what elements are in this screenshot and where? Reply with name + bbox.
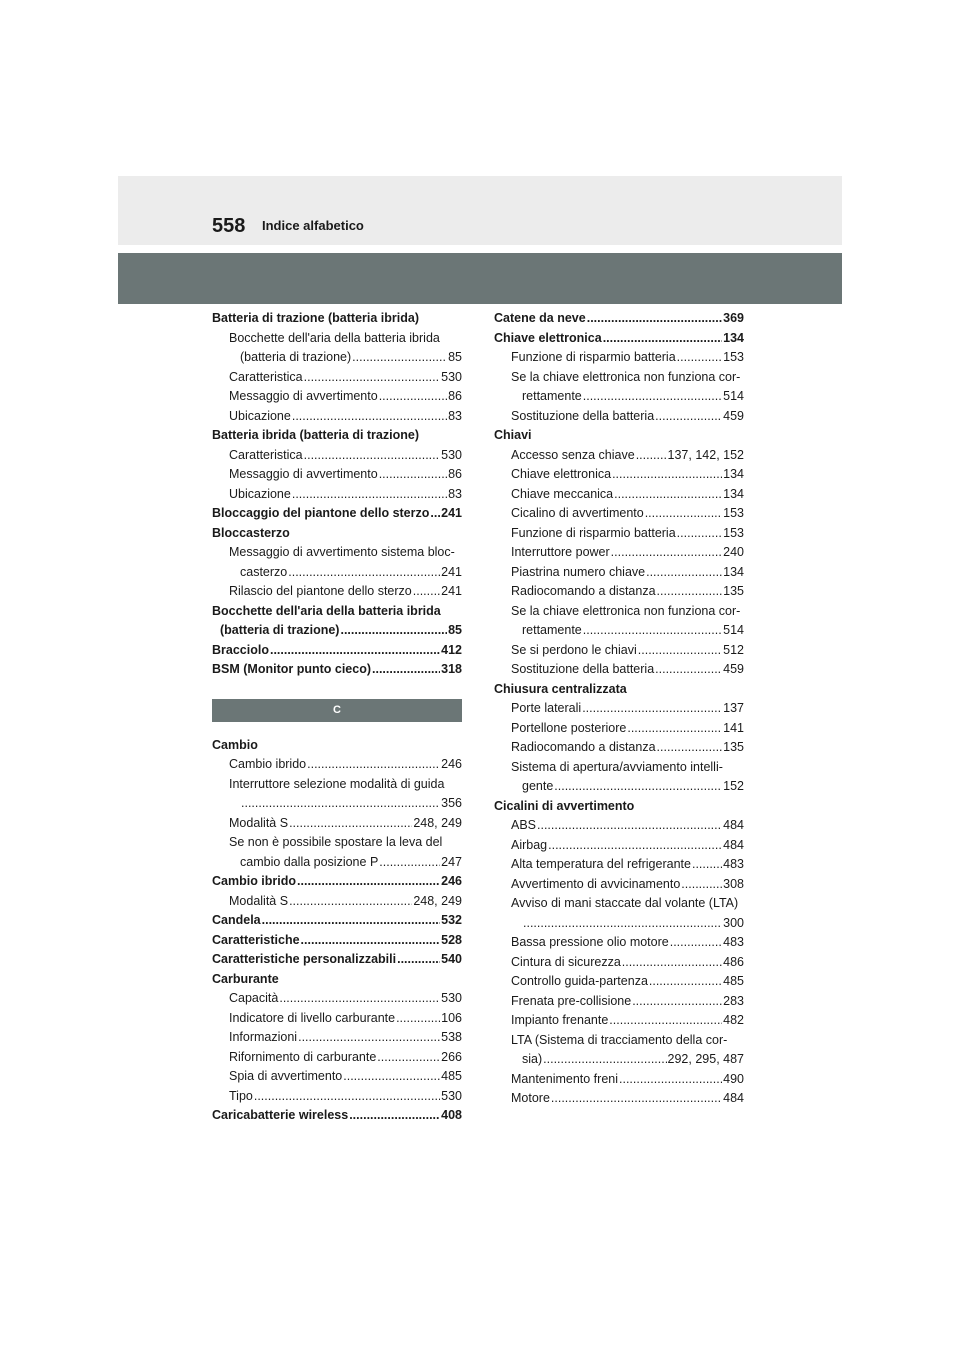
page-ref: 530 [441, 1088, 462, 1103]
index-subentry: Sostituzione della batteria ..... 459 [494, 407, 744, 427]
index-entry: Catene da neve ..... 369 [494, 309, 744, 329]
page-ref: 514 [723, 389, 744, 403]
page-ref: 356 [441, 796, 462, 810]
page-ref: 153 [723, 350, 744, 364]
index-column-left [212, 309, 462, 1126]
index-subentry: Cicalino di avvertimento ..... 153 [494, 504, 744, 524]
page-ref: 241 [441, 506, 462, 520]
page-ref: 86 [448, 389, 462, 403]
index-subentry: Funzione di risparmio batteria ..... 153 [494, 348, 744, 368]
index-subentry: casterzo ..... 241 [212, 563, 462, 583]
index-subentry: Porte laterali ..... 137 [494, 699, 744, 719]
page-ref: 85 [448, 623, 462, 637]
page-ref: 300 [723, 915, 744, 930]
index-subentry: Messaggio di avvertimento ..... 86 [212, 387, 462, 407]
index-subentry: LTA (Sistema di tracciamento della cor- [511, 1032, 728, 1047]
index-subentry: Frenata pre-collisione ..... 283 [494, 992, 744, 1012]
page-ref: 530 [441, 991, 462, 1005]
page-ref: 369 [723, 311, 744, 325]
index-entry: Chiave elettronica ..... 134 [494, 329, 744, 349]
page-ref: 484 [723, 1091, 744, 1105]
index-entry: Bloccaggio del piantone dello sterzo ..... 241 [212, 504, 462, 524]
index-subentry: Chiave meccanica ..... 134 [494, 485, 744, 505]
index-entry: Cambio ibrido ..... 246 [212, 872, 462, 892]
index-subentry: Funzione di risparmio batteria ..... 153 [494, 524, 744, 544]
index-subentry: Se la chiave elettronica non funziona cor- [511, 369, 741, 384]
page-ref: 490 [723, 1071, 744, 1086]
index-heading: Chiavi [494, 428, 532, 442]
page-ref: 246 [441, 874, 462, 888]
index-entry: Caratteristiche personalizzabili ..... 540 [212, 950, 462, 970]
page-ref: 135 [723, 584, 744, 598]
page-ref: 512 [723, 642, 744, 657]
index-subentry: Se non è possibile spostare la leva del [229, 835, 443, 849]
index-heading: Bocchette dell'aria della batteria ibrida [212, 603, 441, 618]
page-ref: 483 [723, 935, 744, 949]
page-ref: 241 [441, 584, 462, 598]
index-subentry: rettamente ..... 514 [494, 621, 744, 641]
index-subentry: Ubicazione ..... 83 [212, 485, 462, 505]
page-ref: 241 [441, 564, 462, 579]
header-section-band [118, 253, 842, 304]
page-ref: 540 [441, 952, 462, 966]
index-subentry: Messaggio di avvertimento sistema bloc- [229, 545, 455, 559]
page-ref: 135 [723, 740, 744, 754]
page-ref: 459 [723, 662, 744, 676]
page-ref: 240 [723, 545, 744, 559]
page-ref: 246 [441, 757, 462, 771]
page-ref: 538 [441, 1030, 462, 1044]
index-subentry: ABS ..... 484 [494, 816, 744, 836]
index-subentry: Rifornimento di carburante ..... 266 [212, 1048, 462, 1068]
index-subentry: Indicatore di livello carburante ..... 106 [212, 1009, 462, 1029]
page-ref: 134 [723, 330, 744, 345]
page-ref: 134 [723, 467, 744, 481]
index-subentry: Interruttore power ..... 240 [494, 543, 744, 563]
index-heading: Cicalini di avvertimento [494, 798, 635, 813]
page-ref: 106 [441, 1010, 462, 1025]
index-entry: Candela ..... 532 [212, 911, 462, 931]
index-subentry: Rilascio del piantone dello sterzo ..... 241 [212, 582, 462, 602]
page-ref: 248, 249 [413, 893, 462, 908]
index-subentry: rettamente ..... 514 [494, 387, 744, 407]
page-ref: 530 [441, 369, 462, 384]
index-subentry: Accesso senza chiave ..... 137, 142, 152 [494, 446, 744, 466]
index-subentry: Sostituzione della batteria ..... 459 [494, 660, 744, 680]
page-ref: 318 [441, 662, 462, 676]
page-ref: 292, 295, 487 [667, 1052, 744, 1066]
index-subentry: Informazioni ..... 538 [212, 1028, 462, 1048]
index-subentry: Piastrina numero chiave ..... 134 [494, 563, 744, 583]
page-ref: 483 [723, 857, 744, 871]
page-ref: 532 [441, 913, 462, 927]
page-ref: 485 [723, 974, 744, 988]
page-ref: 153 [723, 525, 744, 540]
page-title: Indice alfabetico [262, 218, 364, 233]
page-ref: 153 [723, 506, 744, 520]
index-entry: Bracciolo ..... 412 [212, 641, 462, 661]
index-subentry: Se la chiave elettronica non funziona cor- [511, 603, 741, 618]
page-ref: 83 [448, 408, 462, 423]
index-subentry: Caratteristica ..... 530 [212, 368, 462, 388]
index-subentry: Modalità S ..... 248, 249 [212, 814, 462, 834]
index-subentry: Capacità ..... 530 [212, 989, 462, 1009]
page-ref: 528 [441, 932, 462, 947]
index-subentry: Messaggio di avvertimento ..... 86 [212, 465, 462, 485]
index-subentry: Interruttore selezione modalità di guida [229, 776, 445, 791]
index-subentry: Motore ..... 484 [494, 1089, 744, 1109]
index-subentry: Impianto frenante ..... 482 [494, 1011, 744, 1031]
index-subentry: Controllo guida-partenza ..... 485 [494, 972, 744, 992]
page-ref: 486 [723, 954, 744, 969]
index-subentry: Spia di avvertimento ..... 485 [212, 1067, 462, 1087]
index-subentry: gente ..... 152 [494, 777, 744, 797]
page-ref: 152 [723, 779, 744, 793]
page-ref: 141 [723, 720, 744, 735]
index-subentry: Airbag ..... 484 [494, 836, 744, 856]
index-subentry [212, 794, 462, 814]
index-heading: Batteria di trazione (batteria ibrida) [212, 311, 419, 325]
page-ref: 484 [723, 818, 744, 832]
section-header-c: C [212, 699, 462, 722]
page-number: 558 [212, 215, 246, 237]
page-ref: 247 [441, 854, 462, 869]
page-ref: 85 [448, 350, 462, 364]
index-subentry: (batteria di trazione) ..... 85 [212, 348, 462, 368]
index-heading: Batteria ibrida (batteria di trazione) [212, 428, 419, 442]
index-subentry: sia) ..... 292, 295, 487 [494, 1050, 744, 1070]
page-ref: 459 [723, 408, 744, 423]
page-ref: 484 [723, 837, 744, 852]
page-ref: 412 [441, 642, 462, 657]
index-subentry [494, 914, 744, 934]
index-subentry: Sistema di apertura/avviamento intelli- [511, 759, 723, 774]
index-subentry: Ubicazione ..... 83 [212, 407, 462, 427]
index-entry: Caratteristiche ..... 528 [212, 931, 462, 951]
page-ref: 86 [448, 467, 462, 481]
index-subentry: Avviso di mani staccate dal volante (LTA) [511, 896, 739, 910]
index-subentry: Caratteristica ..... 530 [212, 446, 462, 466]
page-ref: 530 [441, 447, 462, 462]
page-ref: 137, 142, 152 [667, 447, 744, 462]
index-heading: Chiusura centralizzata [494, 681, 627, 696]
index-subentry: Tipo ..... 530 [212, 1087, 462, 1107]
page-ref: 485 [441, 1069, 462, 1083]
index-subentry: Chiave elettronica ..... 134 [494, 465, 744, 485]
index-subentry: Portellone posteriore ..... 141 [494, 719, 744, 739]
index-subentry: Se si perdono le chiavi ..... 512 [494, 641, 744, 661]
page-ref: 248, 249 [413, 815, 462, 830]
page-ref: 134 [723, 564, 744, 579]
index-subentry: Bocchette dell'aria della batteria ibrida [229, 330, 440, 345]
index-subentry: Radiocomando a distanza ..... 135 [494, 738, 744, 758]
page-ref: 83 [448, 486, 462, 501]
page-ref: 134 [723, 486, 744, 501]
index-subentry: Avvertimento di avvicinamento ..... 308 [494, 875, 744, 895]
index-entry: BSM (Monitor punto cieco) ..... 318 [212, 660, 462, 680]
index-subentry: Alta temperatura del refrigerante ..... 483 [494, 855, 744, 875]
index-heading: Carburante [212, 971, 279, 986]
page-ref: 408 [441, 1108, 462, 1122]
page-ref: 266 [441, 1049, 462, 1064]
index-entry: Caricabatterie wireless ..... 408 [212, 1106, 462, 1126]
index-subentry: Cambio ibrido ..... 246 [212, 755, 462, 775]
index-subentry: Mantenimento freni ..... 490 [494, 1070, 744, 1090]
index-heading: Cambio [212, 737, 258, 752]
index-column-right [494, 309, 744, 1109]
index-subentry: cambio dalla posizione P ..... 247 [212, 853, 462, 873]
index-subentry: Cintura di sicurezza ..... 486 [494, 953, 744, 973]
index-subentry: Radiocomando a distanza ..... 135 [494, 582, 744, 602]
page-ref: 308 [723, 876, 744, 891]
index-subentry: Modalità S ..... 248, 249 [212, 892, 462, 912]
page-ref: 137 [723, 701, 744, 715]
index-entry: (batteria di trazione) ..... 85 [212, 621, 462, 641]
page-ref: 482 [723, 1013, 744, 1027]
page-ref: 283 [723, 993, 744, 1008]
index-subentry: Bassa pressione olio motore ..... 483 [494, 933, 744, 953]
page-ref: 514 [723, 623, 744, 637]
index-heading: Bloccasterzo [212, 525, 290, 540]
